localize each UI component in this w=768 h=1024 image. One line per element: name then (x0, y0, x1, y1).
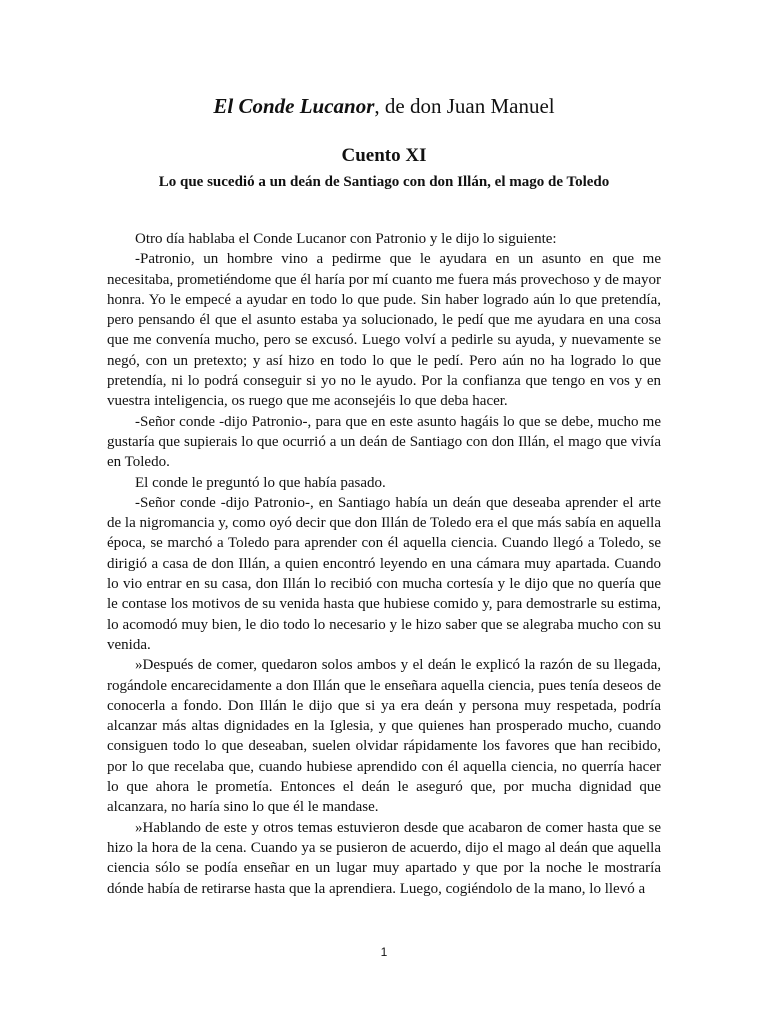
paragraph: -Patronio, un hombre vino a pedirme que le ayudara en un asunto en que me necesitaba, prometiéndome que él haría por mí cuanto me fuera más provechoso y de mayor honra. Yo le empecé a ayudar en todo lo que pude. Sin haber logrado aún lo que pretendía, pero pensando él que el asunto estaba ya solucionado, le pedí que me ayudara en una cosa que me convenía mucho, pero se excusó. Luego volví a pedirle su ayuda, y nuevamente se negó, con un pretexto; y así hizo en todo lo que le pedí. Pero aún no ha logrado lo que pretendía, ni lo podrá conseguir si yo no le ayudo. Por la confianza que tengo en vos y en vuestra inteligencia, os ruego que me aconsejéis lo que deba hacer. (107, 251, 661, 410)
paragraph: »Hablando de este y otros temas estuvieron desde que acabaron de comer hasta que se hizo la hora de la cena. Cuando ya se pusieron de acuerdo, dijo el mago al deán que aquella ciencia sólo se podía enseñar en un lugar muy apartado y que por la noche le mostraría dónde había de retirarse hasta que la aprendiera. Luego, cogiéndolo de la mano, lo llevó a (107, 819, 661, 897)
chapter-title: Lo que sucedió a un deán de Santiago con don Illán, el mago de Toledo (158, 174, 610, 190)
paragraph: Otro día hablaba el Conde Lucanor con Patronio y le dijo lo siguiente: (135, 231, 557, 247)
paragraph: »Después de comer, quedaron solos ambos y el deán le explicó la razón de su llegada, rogándole encarecidamente a don Illán que le enseñara aquella ciencia, pues tenía deseos de conocerla a fondo. Don Illán le dijo que si ya era deán y persona muy respetada, podría alcanzar más altas dignidades en la Iglesia, y que quienes han prosperado mucho, cuando consiguen todo lo que deseaban, suelen olvidar rápidamente los favores que han recibido, por lo que recelaba que, cuando hubiese aprendido con él aquella ciencia, no querría hacer lo que ahora le prometía. Entonces el deán le aseguró que, por mucha dignidad que alcanzara, no haría sino lo que él le mandase. (107, 657, 661, 816)
document-title (0, 91, 768, 121)
paragraph: El conde le preguntó lo que había pasado. (135, 474, 386, 491)
page-number: 1 (380, 945, 388, 959)
paragraph: -Señor conde -dijo Patronio-, para que en este asunto hagáis lo que se debe, mucho me gustaría que supierais lo que ocurrió a un deán de Santiago con don Illán, el mago que vivía en Toledo. (107, 413, 661, 471)
work-title: El Conde Lucanor (213, 94, 375, 118)
paragraph: -Señor conde -dijo Patronio-, en Santiago había un deán que deseaba aprender el arte de la nigromancia y, como oyó decir que don Illán de Toledo era el que más sabía en aquella época, se marchó a Toledo para aprender con él aquella ciencia. Cuando llegó a Toledo, se dirigió a casa de don Illán, a quien encontró leyendo en una cámara muy apartada. Cuando lo vio entrar en su casa, don Illán lo recibió con mucha cortesía y le dijo que no quería que le contase los motivos de su venida hasta que hubiese comido y, para demostrarle su estima, lo acomodó muy bien, le dio todo lo necesario y le hizo saber que se alegraba mucho con su venida. (107, 494, 661, 653)
body-text (107, 229, 661, 899)
chapter-number: Cuento XI (341, 145, 427, 166)
author-suffix: , de don Juan Manuel (374, 94, 555, 118)
